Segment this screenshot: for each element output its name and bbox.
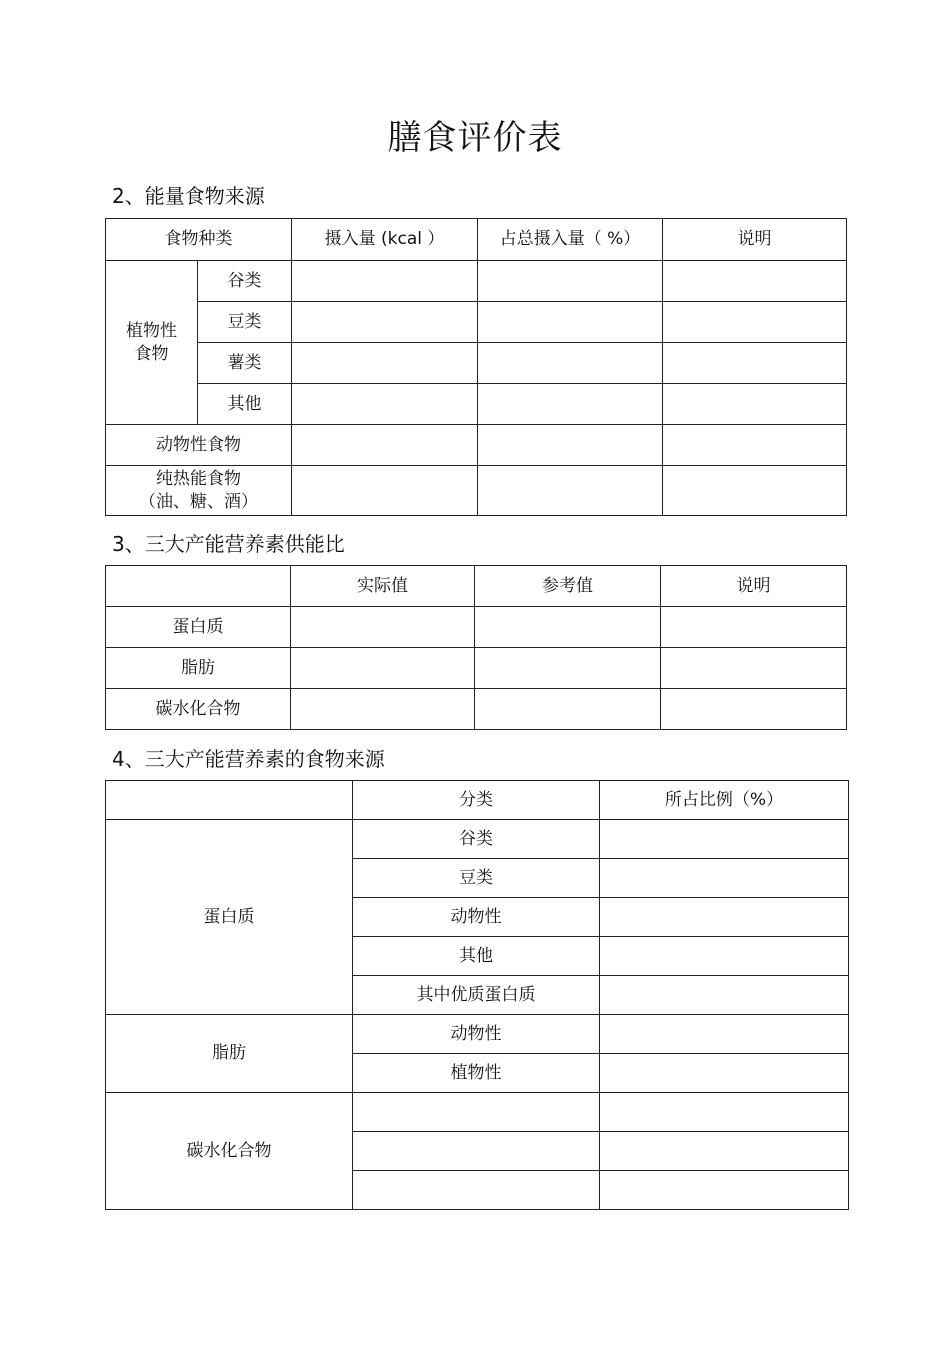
- header-food-type: 食物种类: [106, 219, 292, 261]
- input-cell[interactable]: [600, 976, 849, 1015]
- plant-item-label: 豆类: [198, 302, 292, 343]
- input-cell[interactable]: [663, 261, 847, 302]
- input-cell[interactable]: [291, 648, 475, 689]
- category-label: 谷类: [353, 820, 600, 859]
- category-label: 动物性: [353, 1015, 600, 1054]
- header-category: 分类: [353, 781, 600, 820]
- header-note: 说明: [661, 566, 847, 607]
- input-cell[interactable]: [600, 1015, 849, 1054]
- input-cell[interactable]: [292, 302, 478, 343]
- plant-item-label: 薯类: [198, 343, 292, 384]
- plant-item-label: 其他: [198, 384, 292, 425]
- category-label: 动物性: [353, 898, 600, 937]
- nutrient-label: 碳水化合物: [106, 689, 291, 730]
- input-cell[interactable]: [292, 466, 478, 516]
- input-cell[interactable]: [475, 607, 661, 648]
- input-cell[interactable]: [353, 1132, 600, 1171]
- header-intake-percent: 占总摄入量（ %）: [478, 219, 663, 261]
- input-cell[interactable]: [600, 1132, 849, 1171]
- header-empty: [106, 566, 291, 607]
- input-cell[interactable]: [292, 384, 478, 425]
- category-label: 豆类: [353, 859, 600, 898]
- carbohydrate-label: 碳水化合物: [106, 1093, 353, 1210]
- section-3-heading: 3、三大产能营养素供能比: [112, 532, 345, 556]
- input-cell[interactable]: [478, 343, 663, 384]
- energy-source-table: [105, 218, 847, 516]
- input-cell[interactable]: [291, 689, 475, 730]
- section-2-heading: 2、能量食物来源: [112, 184, 265, 208]
- input-cell[interactable]: [600, 1093, 849, 1132]
- input-cell[interactable]: [353, 1171, 600, 1210]
- input-cell[interactable]: [663, 343, 847, 384]
- input-cell[interactable]: [292, 343, 478, 384]
- plant-food-label: 植物性 食物: [106, 261, 198, 425]
- input-cell[interactable]: [600, 1171, 849, 1210]
- input-cell[interactable]: [292, 425, 478, 466]
- input-cell[interactable]: [600, 937, 849, 976]
- protein-label: 蛋白质: [106, 820, 353, 1015]
- header-note: 说明: [663, 219, 847, 261]
- header-reference: 参考值: [475, 566, 661, 607]
- section-4-heading: 4、三大产能营养素的食物来源: [112, 747, 385, 771]
- input-cell[interactable]: [478, 384, 663, 425]
- input-cell[interactable]: [478, 261, 663, 302]
- input-cell[interactable]: [663, 302, 847, 343]
- input-cell[interactable]: [663, 384, 847, 425]
- page-title: 膳食评价表: [387, 118, 563, 158]
- input-cell[interactable]: [478, 425, 663, 466]
- input-cell[interactable]: [291, 607, 475, 648]
- input-cell[interactable]: [600, 820, 849, 859]
- input-cell[interactable]: [600, 898, 849, 937]
- header-actual: 实际值: [291, 566, 475, 607]
- category-label: 其他: [353, 937, 600, 976]
- animal-food-label: 动物性食物: [106, 425, 292, 466]
- header-empty: [106, 781, 353, 820]
- input-cell[interactable]: [478, 302, 663, 343]
- input-cell[interactable]: [663, 425, 847, 466]
- category-label: 其中优质蛋白质: [353, 976, 600, 1015]
- input-cell[interactable]: [600, 1054, 849, 1093]
- plant-item-label: 谷类: [198, 261, 292, 302]
- category-label: 植物性: [353, 1054, 600, 1093]
- nutrient-source-table: [105, 780, 849, 1210]
- input-cell[interactable]: [663, 466, 847, 516]
- header-proportion: 所占比例（%）: [600, 781, 849, 820]
- energy-ratio-table: [105, 565, 847, 730]
- header-intake: 摄入量 (kcal ）: [292, 219, 478, 261]
- input-cell[interactable]: [475, 689, 661, 730]
- input-cell[interactable]: [600, 859, 849, 898]
- input-cell[interactable]: [292, 261, 478, 302]
- pure-energy-food-label: 纯热能食物 （油、糖、酒）: [106, 466, 292, 516]
- input-cell[interactable]: [661, 648, 847, 689]
- input-cell[interactable]: [475, 648, 661, 689]
- input-cell[interactable]: [353, 1093, 600, 1132]
- input-cell[interactable]: [478, 466, 663, 516]
- input-cell[interactable]: [661, 689, 847, 730]
- fat-label: 脂肪: [106, 1015, 353, 1093]
- input-cell[interactable]: [661, 607, 847, 648]
- nutrient-label: 蛋白质: [106, 607, 291, 648]
- nutrient-label: 脂肪: [106, 648, 291, 689]
